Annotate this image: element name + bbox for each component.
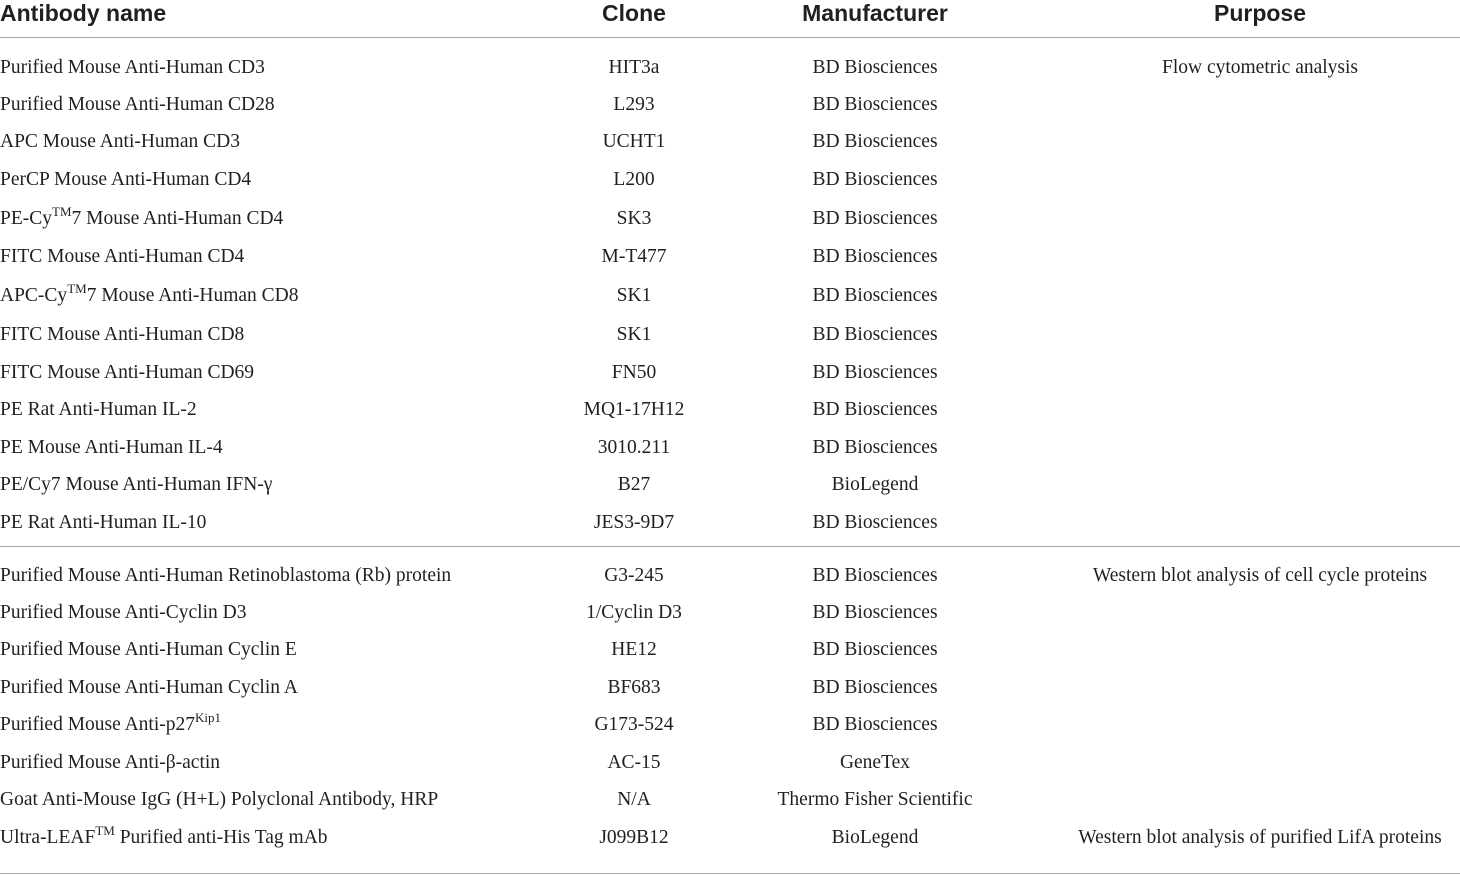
superscript: TM <box>95 823 115 838</box>
antibody-name-text: APC-Cy <box>0 285 68 306</box>
clone-cell: M-T477 <box>601 246 667 267</box>
manufacturer-cell: BD Biosciences <box>812 324 938 345</box>
manufacturer-cell: BD Biosciences <box>812 94 938 115</box>
table-row <box>0 595 1460 631</box>
antibody-name-cell: FITC Mouse Anti-Human CD69 <box>0 362 255 383</box>
manufacturer-cell: BD Biosciences <box>812 399 938 420</box>
manufacturer-cell: BioLegend <box>831 827 919 848</box>
table-row <box>0 558 1460 594</box>
superscript: TM <box>52 204 72 219</box>
clone-cell: L293 <box>613 94 655 115</box>
header-clone: Clone <box>602 0 666 26</box>
table-row <box>0 355 1460 391</box>
antibody-name-cell: PerCP Mouse Anti-Human CD4 <box>0 169 252 190</box>
manufacturer-cell: BD Biosciences <box>812 57 938 78</box>
clone-cell: SK1 <box>616 324 652 345</box>
clone-cell: L200 <box>613 169 655 190</box>
table-row <box>0 239 1460 275</box>
clone-cell: G173-524 <box>594 714 674 735</box>
antibody-name-cell: Purified Mouse Anti-Human Retinoblastoma (Rb) protein <box>0 565 452 586</box>
antibody-name-cell <box>0 278 298 314</box>
antibody-name-text-suffix: Purified anti-His Tag mAb <box>114 827 328 848</box>
table-row <box>0 782 1460 818</box>
table-row <box>0 124 1460 160</box>
clone-cell: 3010.211 <box>597 437 671 458</box>
superscript: Kip1 <box>195 710 221 725</box>
bottom-rule <box>0 873 1460 874</box>
manufacturer-cell: BioLegend <box>831 474 919 495</box>
clone-cell: HE12 <box>611 639 657 660</box>
manufacturer-cell: BD Biosciences <box>812 639 938 660</box>
manufacturer-cell: BD Biosciences <box>812 246 938 267</box>
antibody-name-cell <box>0 707 221 743</box>
antibody-name-cell: PE Mouse Anti-Human IL-4 <box>0 437 223 458</box>
table-row <box>0 317 1460 353</box>
table-row <box>0 632 1460 668</box>
header-manufacturer: Manufacturer <box>802 0 948 26</box>
manufacturer-cell: BD Biosciences <box>812 169 938 190</box>
antibody-name-cell: PE/Cy7 Mouse Anti-Human IFN-γ <box>0 474 273 495</box>
antibody-name-text: Ultra-LEAF <box>0 827 96 848</box>
table-row <box>0 162 1460 198</box>
manufacturer-cell: BD Biosciences <box>812 565 938 586</box>
table-row <box>0 201 1460 237</box>
clone-cell: SK1 <box>616 285 652 306</box>
table-row <box>0 87 1460 123</box>
purpose-cell: Flow cytometric analysis <box>1161 57 1359 78</box>
superscript: TM <box>67 281 87 296</box>
table-row <box>0 505 1460 541</box>
clone-cell: JES3-9D7 <box>593 512 675 533</box>
clone-cell: B27 <box>617 474 651 495</box>
purpose-cell: Western blot analysis of purified LifA proteins <box>1078 827 1442 848</box>
table-row <box>0 50 1460 86</box>
table-row <box>0 430 1460 466</box>
manufacturer-cell: BD Biosciences <box>812 602 938 623</box>
manufacturer-cell: BD Biosciences <box>812 437 938 458</box>
clone-cell: SK3 <box>616 208 652 229</box>
antibody-name-text: Purified Mouse Anti-p27 <box>0 714 195 735</box>
clone-cell: AC-15 <box>607 752 661 773</box>
clone-cell: J099B12 <box>599 827 669 848</box>
clone-cell: UCHT1 <box>602 131 666 152</box>
header-purpose: Purpose <box>1213 0 1307 26</box>
table-row <box>0 707 1460 743</box>
clone-cell: MQ1-17H12 <box>583 399 685 420</box>
clone-cell: 1/Cyclin D3 <box>586 602 682 623</box>
manufacturer-cell: Thermo Fisher Scientific <box>777 789 973 810</box>
clone-cell: N/A <box>617 789 651 810</box>
antibody-name-cell: FITC Mouse Anti-Human CD8 <box>0 324 245 345</box>
manufacturer-cell: BD Biosciences <box>812 208 938 229</box>
manufacturer-cell: GeneTex <box>839 752 911 773</box>
antibody-name-cell: Goat Anti-Mouse IgG (H+L) Polyclonal Antibody, HRP <box>0 789 439 810</box>
antibody-name-cell: PE Rat Anti-Human IL-2 <box>0 399 197 420</box>
antibody-name-cell: Purified Mouse Anti-β-actin <box>0 752 221 773</box>
antibody-name-cell: APC Mouse Anti-Human CD3 <box>0 131 240 152</box>
manufacturer-cell: BD Biosciences <box>812 714 938 735</box>
header-antibody-name: Antibody name <box>0 0 167 26</box>
antibody-name-cell: PE Rat Anti-Human IL-10 <box>0 512 207 533</box>
antibody-name-cell: Purified Mouse Anti-Cyclin D3 <box>0 602 247 623</box>
manufacturer-cell: BD Biosciences <box>812 677 938 698</box>
antibody-name-text: PE-Cy <box>0 208 53 229</box>
antibody-name-text-suffix: 7 Mouse Anti-Human CD8 <box>86 285 299 306</box>
antibody-name-cell <box>0 201 283 237</box>
table-row <box>0 392 1460 428</box>
table-row <box>0 745 1460 781</box>
table-row <box>0 278 1460 314</box>
table-row <box>0 467 1460 503</box>
antibody-name-cell: Purified Mouse Anti-Human Cyclin E <box>0 639 297 660</box>
antibody-name-cell: Purified Mouse Anti-Human CD3 <box>0 57 265 78</box>
manufacturer-cell: BD Biosciences <box>812 131 938 152</box>
table-row <box>0 820 1460 856</box>
antibody-name-cell: FITC Mouse Anti-Human CD4 <box>0 246 245 267</box>
header-rule <box>0 37 1460 38</box>
purpose-cell: Western blot analysis of cell cycle proteins <box>1092 565 1428 586</box>
antibody-name-cell: Purified Mouse Anti-Human Cyclin A <box>0 677 298 698</box>
group-divider <box>0 546 1460 547</box>
clone-cell: BF683 <box>607 677 661 698</box>
table-row <box>0 670 1460 706</box>
antibody-name-text-suffix: 7 Mouse Anti-Human CD4 <box>71 208 284 229</box>
manufacturer-cell: BD Biosciences <box>812 285 938 306</box>
antibody-name-cell: Purified Mouse Anti-Human CD28 <box>0 94 275 115</box>
clone-cell: G3-245 <box>604 565 664 586</box>
manufacturer-cell: BD Biosciences <box>812 362 938 383</box>
clone-cell: FN50 <box>611 362 657 383</box>
antibody-name-cell <box>0 820 328 856</box>
manufacturer-cell: BD Biosciences <box>812 512 938 533</box>
clone-cell: HIT3a <box>608 57 660 78</box>
